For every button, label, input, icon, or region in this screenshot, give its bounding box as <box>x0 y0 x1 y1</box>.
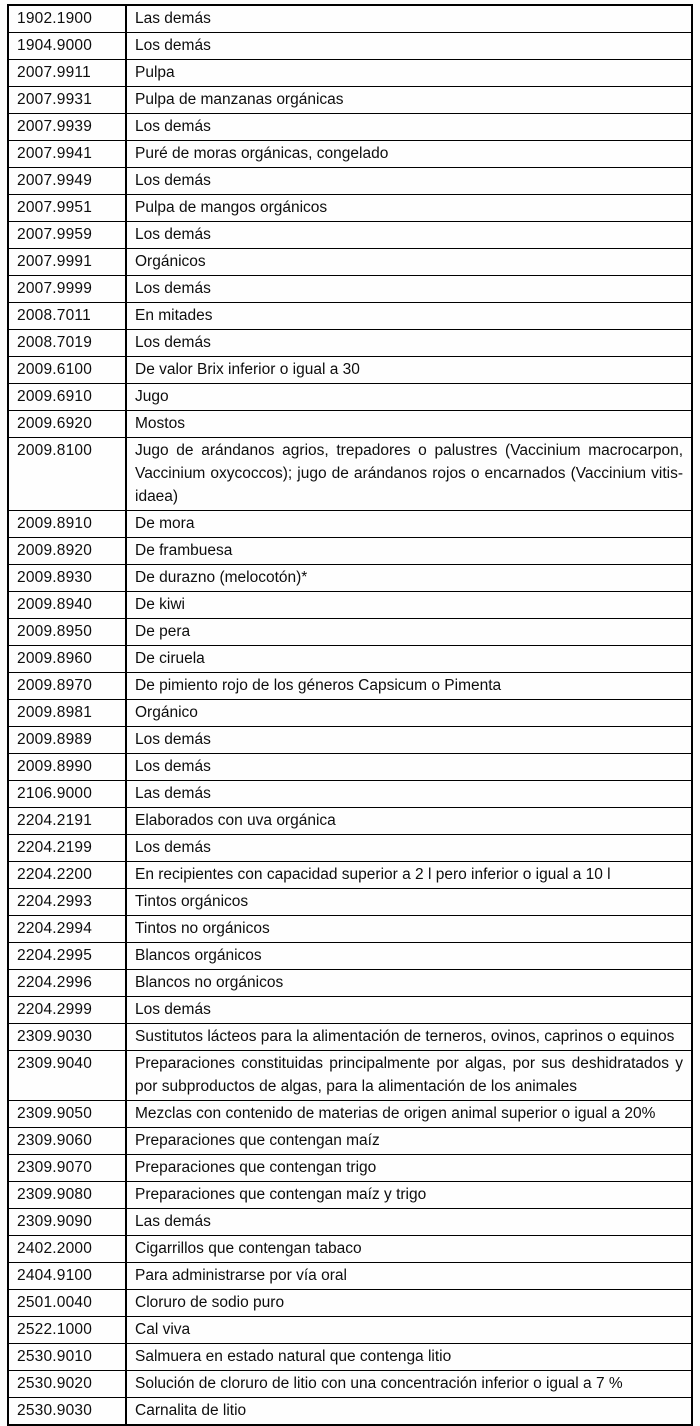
tariff-table-body <box>8 5 692 1425</box>
table-row <box>8 916 692 943</box>
tariff-code: 2009.8960 <box>8 646 126 673</box>
tariff-description: Las demás <box>126 5 692 33</box>
tariff-code: 2309.9090 <box>8 1209 126 1236</box>
tariff-code: 2204.2191 <box>8 808 126 835</box>
tariff-description: Salmuera en estado natural que contenga litio <box>126 1344 692 1371</box>
tariff-description: Elaborados con uva orgánica <box>126 808 692 835</box>
table-row <box>8 141 692 168</box>
tariff-description: Los demás <box>126 754 692 781</box>
table-row <box>8 511 692 538</box>
tariff-code: 2204.2993 <box>8 889 126 916</box>
tariff-description: Mezclas con contenido de materias de origen animal superior o igual a 20% <box>126 1101 692 1128</box>
tariff-code: 2009.8930 <box>8 565 126 592</box>
table-row <box>8 1155 692 1182</box>
table-row <box>8 168 692 195</box>
table-row <box>8 1101 692 1128</box>
tariff-description: Solución de cloruro de litio con una concentración inferior o igual a 7 % <box>126 1371 692 1398</box>
tariff-description: De ciruela <box>126 646 692 673</box>
table-row <box>8 970 692 997</box>
tariff-code: 1904.9000 <box>8 33 126 60</box>
tariff-description: Tintos orgánicos <box>126 889 692 916</box>
tariff-description: Jugo de arándanos agrios, trepadores o palustres (Vaccinium macrocarpon, Vaccinium oxycoccos); jugo de arándanos rojos o encarnados (Vaccinium vitis-idaea) <box>126 438 692 511</box>
table-row <box>8 1344 692 1371</box>
tariff-code: 2007.9991 <box>8 249 126 276</box>
tariff-code: 2106.9000 <box>8 781 126 808</box>
tariff-code: 2204.2995 <box>8 943 126 970</box>
table-row <box>8 997 692 1024</box>
table-row <box>8 700 692 727</box>
tariff-description: Cloruro de sodio puro <box>126 1290 692 1317</box>
table-row <box>8 33 692 60</box>
tariff-code: 2204.2994 <box>8 916 126 943</box>
table-row <box>8 5 692 33</box>
tariff-table <box>7 4 693 1426</box>
table-row <box>8 114 692 141</box>
tariff-description: En recipientes con capacidad superior a 2 l pero inferior o igual a 10 l <box>126 862 692 889</box>
tariff-description: Preparaciones que contengan trigo <box>126 1155 692 1182</box>
table-row <box>8 619 692 646</box>
table-row <box>8 754 692 781</box>
tariff-code: 2309.9050 <box>8 1101 126 1128</box>
tariff-code: 2204.2199 <box>8 835 126 862</box>
tariff-code: 2007.9931 <box>8 87 126 114</box>
table-row <box>8 1371 692 1398</box>
tariff-description: Blancos no orgánicos <box>126 970 692 997</box>
tariff-code: 2007.9941 <box>8 141 126 168</box>
tariff-code: 2009.8950 <box>8 619 126 646</box>
tariff-description: Los demás <box>126 222 692 249</box>
tariff-description: Cigarrillos que contengan tabaco <box>126 1236 692 1263</box>
tariff-description: Los demás <box>126 997 692 1024</box>
tariff-code: 2009.8100 <box>8 438 126 511</box>
tariff-description: De pera <box>126 619 692 646</box>
tariff-description: Puré de moras orgánicas, congelado <box>126 141 692 168</box>
tariff-code: 2009.6100 <box>8 357 126 384</box>
tariff-description: Pulpa de mangos orgánicos <box>126 195 692 222</box>
tariff-code: 2404.9100 <box>8 1263 126 1290</box>
table-row <box>8 357 692 384</box>
table-row <box>8 1236 692 1263</box>
table-row <box>8 781 692 808</box>
tariff-description: Preparaciones que contengan maíz <box>126 1128 692 1155</box>
tariff-description: Pulpa <box>126 60 692 87</box>
tariff-code: 2009.8920 <box>8 538 126 565</box>
tariff-code: 2009.8981 <box>8 700 126 727</box>
tariff-code: 2204.2996 <box>8 970 126 997</box>
table-row <box>8 1290 692 1317</box>
tariff-code: 1902.1900 <box>8 5 126 33</box>
table-row <box>8 1182 692 1209</box>
tariff-code: 2007.9999 <box>8 276 126 303</box>
tariff-description: De valor Brix inferior o igual a 30 <box>126 357 692 384</box>
tariff-code: 2309.9070 <box>8 1155 126 1182</box>
tariff-description: Sustitutos lácteos para la alimentación de terneros, ovinos, caprinos o equinos <box>126 1024 692 1051</box>
table-row <box>8 592 692 619</box>
tariff-code: 2009.8990 <box>8 754 126 781</box>
tariff-description: Las demás <box>126 1209 692 1236</box>
table-row <box>8 249 692 276</box>
table-row <box>8 862 692 889</box>
tariff-description: Blancos orgánicos <box>126 943 692 970</box>
tariff-code: 2007.9951 <box>8 195 126 222</box>
tariff-description: Orgánicos <box>126 249 692 276</box>
tariff-description: Los demás <box>126 114 692 141</box>
tariff-code: 2008.7011 <box>8 303 126 330</box>
tariff-code: 2204.2200 <box>8 862 126 889</box>
table-row <box>8 673 692 700</box>
table-row <box>8 835 692 862</box>
tariff-code: 2009.8910 <box>8 511 126 538</box>
tariff-description: De kiwi <box>126 592 692 619</box>
table-row <box>8 565 692 592</box>
table-row <box>8 1263 692 1290</box>
tariff-code: 2204.2999 <box>8 997 126 1024</box>
tariff-code: 2309.9030 <box>8 1024 126 1051</box>
table-row <box>8 60 692 87</box>
table-row <box>8 1317 692 1344</box>
table-row <box>8 303 692 330</box>
tariff-code: 2522.1000 <box>8 1317 126 1344</box>
tariff-code: 2007.9939 <box>8 114 126 141</box>
tariff-code: 2008.7019 <box>8 330 126 357</box>
table-row <box>8 276 692 303</box>
tariff-code: 2501.0040 <box>8 1290 126 1317</box>
tariff-code: 2009.8970 <box>8 673 126 700</box>
table-row <box>8 646 692 673</box>
table-row <box>8 808 692 835</box>
table-row <box>8 1024 692 1051</box>
table-row <box>8 1051 692 1101</box>
table-row <box>8 330 692 357</box>
table-row <box>8 1128 692 1155</box>
tariff-description: De mora <box>126 511 692 538</box>
tariff-code: 2402.2000 <box>8 1236 126 1263</box>
table-row <box>8 438 692 511</box>
tariff-description: Las demás <box>126 781 692 808</box>
tariff-code: 2309.9040 <box>8 1051 126 1101</box>
table-row <box>8 222 692 249</box>
tariff-code: 2309.9060 <box>8 1128 126 1155</box>
tariff-code: 2007.9949 <box>8 168 126 195</box>
table-row <box>8 538 692 565</box>
tariff-description: Los demás <box>126 727 692 754</box>
tariff-description: Pulpa de manzanas orgánicas <box>126 87 692 114</box>
table-row <box>8 195 692 222</box>
tariff-description: De frambuesa <box>126 538 692 565</box>
tariff-description: En mitades <box>126 303 692 330</box>
table-row <box>8 1398 692 1426</box>
tariff-code: 2009.8989 <box>8 727 126 754</box>
table-row <box>8 889 692 916</box>
table-row <box>8 943 692 970</box>
table-row <box>8 411 692 438</box>
table-row <box>8 87 692 114</box>
tariff-description: Preparaciones que contengan maíz y trigo <box>126 1182 692 1209</box>
tariff-code: 2009.8940 <box>8 592 126 619</box>
tariff-description: Para administrarse por vía oral <box>126 1263 692 1290</box>
tariff-code: 2009.6920 <box>8 411 126 438</box>
tariff-description: De pimiento rojo de los géneros Capsicum o Pimenta <box>126 673 692 700</box>
tariff-description: Orgánico <box>126 700 692 727</box>
tariff-code: 2530.9010 <box>8 1344 126 1371</box>
tariff-description: Carnalita de litio <box>126 1398 692 1426</box>
tariff-code: 2309.9080 <box>8 1182 126 1209</box>
table-row <box>8 384 692 411</box>
tariff-description: Los demás <box>126 330 692 357</box>
tariff-description: Los demás <box>126 835 692 862</box>
tariff-description: Los demás <box>126 33 692 60</box>
tariff-description: Los demás <box>126 168 692 195</box>
tariff-code: 2007.9911 <box>8 60 126 87</box>
tariff-code: 2530.9020 <box>8 1371 126 1398</box>
tariff-description: Preparaciones constituidas principalmente por algas, por sus deshidratados y por subproductos de algas, para la alimentación de los animales <box>126 1051 692 1101</box>
tariff-code: 2007.9959 <box>8 222 126 249</box>
table-row <box>8 1209 692 1236</box>
tariff-description: Cal viva <box>126 1317 692 1344</box>
tariff-code: 2530.9030 <box>8 1398 126 1426</box>
tariff-code: 2009.6910 <box>8 384 126 411</box>
tariff-description: Tintos no orgánicos <box>126 916 692 943</box>
tariff-description: Jugo <box>126 384 692 411</box>
tariff-description: De durazno (melocotón)* <box>126 565 692 592</box>
table-row <box>8 727 692 754</box>
tariff-description: Los demás <box>126 276 692 303</box>
tariff-description: Mostos <box>126 411 692 438</box>
